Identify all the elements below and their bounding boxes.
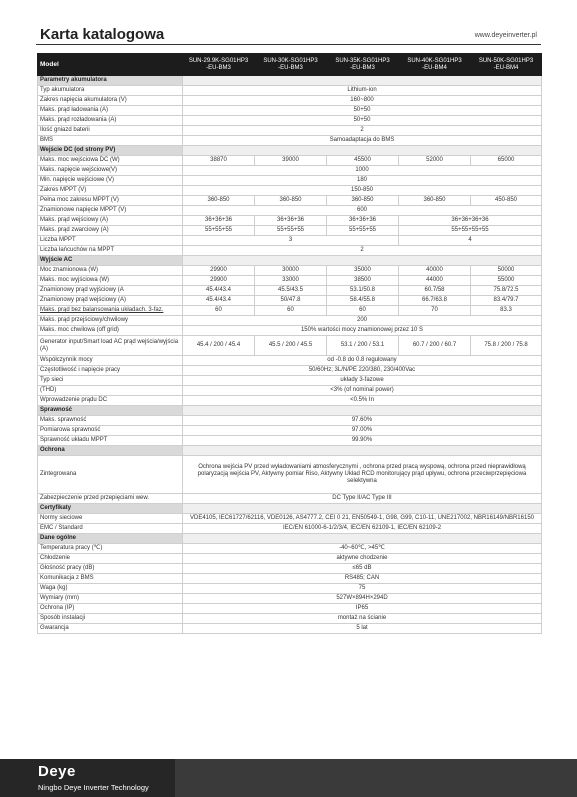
spec-value: 38870 xyxy=(183,156,255,166)
spec-label: Maks. prąd przejściowy/chwilowy xyxy=(38,316,183,326)
table-row xyxy=(38,136,542,146)
table-row xyxy=(38,426,542,436)
spec-value: <3% (of nominal power) xyxy=(183,386,542,396)
spec-value: 180 xyxy=(183,176,542,186)
section-title: Wyjście AC xyxy=(38,256,183,266)
spec-value: 2 xyxy=(183,126,542,136)
section-title: Certyfikaty xyxy=(38,504,183,514)
spec-table-body xyxy=(38,54,542,634)
spec-label: Maks. prąd bez balansowania układach. 3-faz. xyxy=(38,306,183,316)
spec-label: Liczba łańcuchów na MPPT xyxy=(38,246,183,256)
section-fill xyxy=(183,76,542,86)
deye-logo: Deye xyxy=(38,763,76,780)
title-divider xyxy=(36,44,541,45)
spec-value: 50/47.8 xyxy=(255,296,327,306)
spec-label: Maks. moc wejściowa DC (W) xyxy=(38,156,183,166)
spec-value: 29900 xyxy=(183,266,255,276)
spec-value: IP65 xyxy=(183,604,542,614)
spec-label: Zabezpieczenie przed przepięciami wew. xyxy=(38,494,183,504)
spec-value: Samoadaptacja do BMS xyxy=(183,136,542,146)
table-row xyxy=(38,326,542,336)
spec-label: Sposób instalacji xyxy=(38,614,183,624)
spec-value: 527W×894H×294D xyxy=(183,594,542,604)
spec-value: 29900 xyxy=(183,276,255,286)
spec-label: Gwarancja xyxy=(38,624,183,634)
section-fill xyxy=(183,534,542,544)
spec-table xyxy=(37,53,542,634)
spec-value: 30000 xyxy=(255,266,327,276)
spec-value: 3 xyxy=(183,236,399,246)
spec-label: Maks. moc chwilowa (off grid) xyxy=(38,326,183,336)
spec-value: 60.7/58 xyxy=(399,286,471,296)
spec-value: VDE4105, IEC61727/62116, VDE0126, AS4777.2, CEI 0 21, EN50549-1, G98, G99, C10-11, UNE217002, NBR16149/NBR16150 xyxy=(183,514,542,524)
model-header: SUN-29.9K-SG01HP3 -EU-BM3 xyxy=(183,54,255,76)
spec-label: Częstotliwość i napięcie pracy xyxy=(38,366,183,376)
table-row xyxy=(38,266,542,276)
table-row xyxy=(38,514,542,524)
spec-value: 39000 xyxy=(255,156,327,166)
table-row xyxy=(38,196,542,206)
spec-value: 45.4/43.4 xyxy=(183,296,255,306)
spec-value: 70 xyxy=(399,306,471,316)
spec-label: Waga (kg) xyxy=(38,584,183,594)
section-header-row xyxy=(38,446,542,456)
table-row xyxy=(38,584,542,594)
table-row xyxy=(38,296,542,306)
table-row xyxy=(38,286,542,296)
spec-value: 45500 xyxy=(327,156,399,166)
section-header-row xyxy=(38,534,542,544)
spec-label: Zakres MPPT (V) xyxy=(38,186,183,196)
spec-label: Znamionowe napięcie MPPT (V) xyxy=(38,206,183,216)
table-row xyxy=(38,106,542,116)
spec-value: 50+50 xyxy=(183,116,542,126)
spec-value: 45.5 / 200 / 45.5 xyxy=(255,336,327,356)
spec-value: 45.4/43.4 xyxy=(183,286,255,296)
table-header-row xyxy=(38,54,542,76)
spec-value: 5 lat xyxy=(183,624,542,634)
table-row xyxy=(38,236,542,246)
spec-value: 60 xyxy=(255,306,327,316)
spec-label: Temperatura pracy (℃) xyxy=(38,544,183,554)
spec-label: Typ akumulatora xyxy=(38,86,183,96)
spec-value: 60 xyxy=(183,306,255,316)
table-row xyxy=(38,524,542,534)
table-row xyxy=(38,276,542,286)
spec-value: 66.7/63.8 xyxy=(399,296,471,306)
spec-value: 75.8 / 200 / 75.8 xyxy=(471,336,542,356)
table-row xyxy=(38,396,542,406)
table-row xyxy=(38,624,542,634)
table-row xyxy=(38,614,542,624)
table-row xyxy=(38,96,542,106)
spec-label: Maks. prąd wejściowy (A) xyxy=(38,216,183,226)
table-row xyxy=(38,166,542,176)
section-fill xyxy=(183,146,542,156)
table-row xyxy=(38,356,542,366)
spec-value: 150% wartości mocy znamionowej przez 10 S xyxy=(183,326,542,336)
spec-value: <0.5% In xyxy=(183,396,542,406)
section-title: Wejście DC (od strony PV) xyxy=(38,146,183,156)
table-row xyxy=(38,456,542,494)
spec-label: Ilość gniazd baterii xyxy=(38,126,183,136)
spec-value: IEC/EN 61000-6-1/2/3/4, IEC/EN 62109-1, IEC/EN 62109-2 xyxy=(183,524,542,534)
spec-value: RS485; CAN xyxy=(183,574,542,584)
table-row xyxy=(38,116,542,126)
model-header: SUN-35K-SG01HP3 -EU-BM3 xyxy=(327,54,399,76)
table-row xyxy=(38,306,542,316)
table-row xyxy=(38,156,542,166)
model-header: SUN-40K-SG01HP3 -EU-BM4 xyxy=(399,54,471,76)
spec-value: 360-850 xyxy=(399,196,471,206)
section-title: Sprawność xyxy=(38,406,183,416)
spec-label: Typ sieci xyxy=(38,376,183,386)
spec-label: Liczba MPPT xyxy=(38,236,183,246)
spec-label: Ochrona (IP) xyxy=(38,604,183,614)
section-fill xyxy=(183,446,542,456)
spec-value: montaż na ścianie xyxy=(183,614,542,624)
spec-value: 55+55+55 xyxy=(255,226,327,236)
spec-label: Maks. prąd rozładowania (A) xyxy=(38,116,183,126)
spec-value: 36+36+36 xyxy=(255,216,327,226)
table-row xyxy=(38,336,542,356)
spec-label: Pełna moc zakresu MPPT (V) xyxy=(38,196,183,206)
table-row xyxy=(38,416,542,426)
spec-value: 52000 xyxy=(399,156,471,166)
footer-bar xyxy=(0,759,577,797)
spec-value: 1000 xyxy=(183,166,542,176)
spec-value: 360-850 xyxy=(183,196,255,206)
spec-value: 99.90% xyxy=(183,436,542,446)
section-title: Parametry akumulatora xyxy=(38,76,183,86)
spec-label: (THD) xyxy=(38,386,183,396)
section-title: Ochrona xyxy=(38,446,183,456)
spec-value: 58.4/55.8 xyxy=(327,296,399,306)
spec-label: Znamionowy prąd wejściowy (A) xyxy=(38,296,183,306)
spec-value: 45.4 / 200 / 45.4 xyxy=(183,336,255,356)
table-row xyxy=(38,436,542,446)
spec-value: 60.7 / 200 / 60.7 xyxy=(399,336,471,356)
section-fill xyxy=(183,256,542,266)
spec-value: Lithium-ion xyxy=(183,86,542,96)
spec-value: 55+55+55 xyxy=(183,226,255,236)
spec-value: 97.60% xyxy=(183,416,542,426)
model-header: SUN-50K-SG01HP3 -EU-BM4 xyxy=(471,54,542,76)
spec-label: EMC / Standard xyxy=(38,524,183,534)
table-row xyxy=(38,554,542,564)
spec-value: 97.00% xyxy=(183,426,542,436)
table-row xyxy=(38,366,542,376)
spec-value: aktywne chodzenie xyxy=(183,554,542,564)
table-row xyxy=(38,216,542,226)
spec-value: od -0.8 do 0.8 regulowany xyxy=(183,356,542,366)
table-row xyxy=(38,544,542,554)
spec-value: 38500 xyxy=(327,276,399,286)
spec-value: 55+55+55 xyxy=(327,226,399,236)
spec-label: Znamionowy prąd wyjściowy (A xyxy=(38,286,183,296)
spec-label: Zintegrowana xyxy=(38,456,183,494)
spec-value: 55+55+55+55 xyxy=(399,226,542,236)
table-row xyxy=(38,376,542,386)
spec-value: 2 xyxy=(183,246,542,256)
spec-value: 40000 xyxy=(399,266,471,276)
spec-label: Moc znamionowa (W) xyxy=(38,266,183,276)
section-title: Dane ogólne xyxy=(38,534,183,544)
table-row xyxy=(38,206,542,216)
spec-value: 75.8/72.5 xyxy=(471,286,542,296)
spec-value: 36+36+36+36 xyxy=(399,216,542,226)
spec-label: Komunikacja z BMS xyxy=(38,574,183,584)
section-header-row xyxy=(38,146,542,156)
spec-value: 360-850 xyxy=(327,196,399,206)
model-column-header: Model xyxy=(38,54,183,76)
spec-label: Normy sieciowe xyxy=(38,514,183,524)
spec-value: 45.5/43.5 xyxy=(255,286,327,296)
model-header: SUN-30K-SG01HP3 -EU-BM3 xyxy=(255,54,327,76)
spec-label: Generator input/Smart load AC prąd wejścia/wyjścia (A) xyxy=(38,336,183,356)
spec-label: Chłodzenie xyxy=(38,554,183,564)
website-url[interactable]: www.deyeinverter.pl xyxy=(474,32,537,39)
spec-value: ≤65 dB xyxy=(183,564,542,574)
spec-value: -40~60℃, >45℃ xyxy=(183,544,542,554)
spec-label: Maks. napięcie wejściowe(V) xyxy=(38,166,183,176)
table-row xyxy=(38,176,542,186)
spec-value: 35000 xyxy=(327,266,399,276)
spec-label: Zakres napięcia akumulatora (V) xyxy=(38,96,183,106)
section-header-row xyxy=(38,504,542,514)
spec-value: 360-850 xyxy=(255,196,327,206)
section-fill xyxy=(183,504,542,514)
spec-value: 75 xyxy=(183,584,542,594)
table-row xyxy=(38,386,542,396)
spec-value: 65000 xyxy=(471,156,542,166)
table-row xyxy=(38,574,542,584)
spec-value: 50000 xyxy=(471,266,542,276)
spec-value: 4 xyxy=(399,236,542,246)
spec-label: Wymiary (mm) xyxy=(38,594,183,604)
table-row xyxy=(38,126,542,136)
section-header-row xyxy=(38,76,542,86)
table-row xyxy=(38,494,542,504)
spec-value: 600 xyxy=(183,206,542,216)
spec-value: 50+50 xyxy=(183,106,542,116)
spec-value: 200 xyxy=(183,316,542,326)
spec-label: Głośność pracy (dB) xyxy=(38,564,183,574)
spec-value: 83.3 xyxy=(471,306,542,316)
spec-value: 36+36+36 xyxy=(327,216,399,226)
spec-value: układy 3-fazowe xyxy=(183,376,542,386)
table-row xyxy=(38,86,542,96)
spec-label: Wprowadzenie prądu DC xyxy=(38,396,183,406)
section-header-row xyxy=(38,406,542,416)
spec-label: Maks. moc wyjściowa (W) xyxy=(38,276,183,286)
spec-value: 36+36+36 xyxy=(183,216,255,226)
spec-value: 53.1 / 200 / 53.1 xyxy=(327,336,399,356)
table-row xyxy=(38,316,542,326)
table-row xyxy=(38,186,542,196)
spec-value: 160~800 xyxy=(183,96,542,106)
spec-value: 83.4/79.7 xyxy=(471,296,542,306)
table-row xyxy=(38,604,542,614)
page-title: Karta katalogowa xyxy=(40,26,165,43)
spec-value: 50/60Hz; 3L/N/PE 220/380, 230/400Vac xyxy=(183,366,542,376)
spec-value: 55000 xyxy=(471,276,542,286)
section-header-row xyxy=(38,256,542,266)
spec-value: Ochrona wejścia PV przed wyładowaniami atmosferycznymi , ochrona przed pracą wyspową, ochrona przed nieprawidłową polaryzacją wejścia PV, Aktywny pomiar Riso, Aktywny Układ RCD monitorujący prąd upływu, ochrona przeciwprzepięciowa selektywna xyxy=(183,456,542,494)
table-row xyxy=(38,226,542,236)
table-row xyxy=(38,594,542,604)
spec-label: BMS xyxy=(38,136,183,146)
spec-label: Maks. prąd ładowania (A) xyxy=(38,106,183,116)
spec-label: Współczynnik mocy xyxy=(38,356,183,366)
spec-label: Min. napięcie wejściowe (V) xyxy=(38,176,183,186)
spec-label: Maks. prąd zwarciowy (A) xyxy=(38,226,183,236)
spec-label: Pomiarowa sprawność xyxy=(38,426,183,436)
table-row xyxy=(38,246,542,256)
spec-value: 44000 xyxy=(399,276,471,286)
spec-label: Maks. sprawność xyxy=(38,416,183,426)
spec-value: 60 xyxy=(327,306,399,316)
spec-value: DC Type II/AC Type III xyxy=(183,494,542,504)
spec-value: 33000 xyxy=(255,276,327,286)
spec-value: 53.1/50.8 xyxy=(327,286,399,296)
spec-value: 150-850 xyxy=(183,186,542,196)
spec-label: Sprawność układu MPPT xyxy=(38,436,183,446)
section-fill xyxy=(183,406,542,416)
company-name: Ningbo Deye Inverter Technology xyxy=(38,783,149,792)
spec-value: 450-850 xyxy=(471,196,542,206)
table-row xyxy=(38,564,542,574)
